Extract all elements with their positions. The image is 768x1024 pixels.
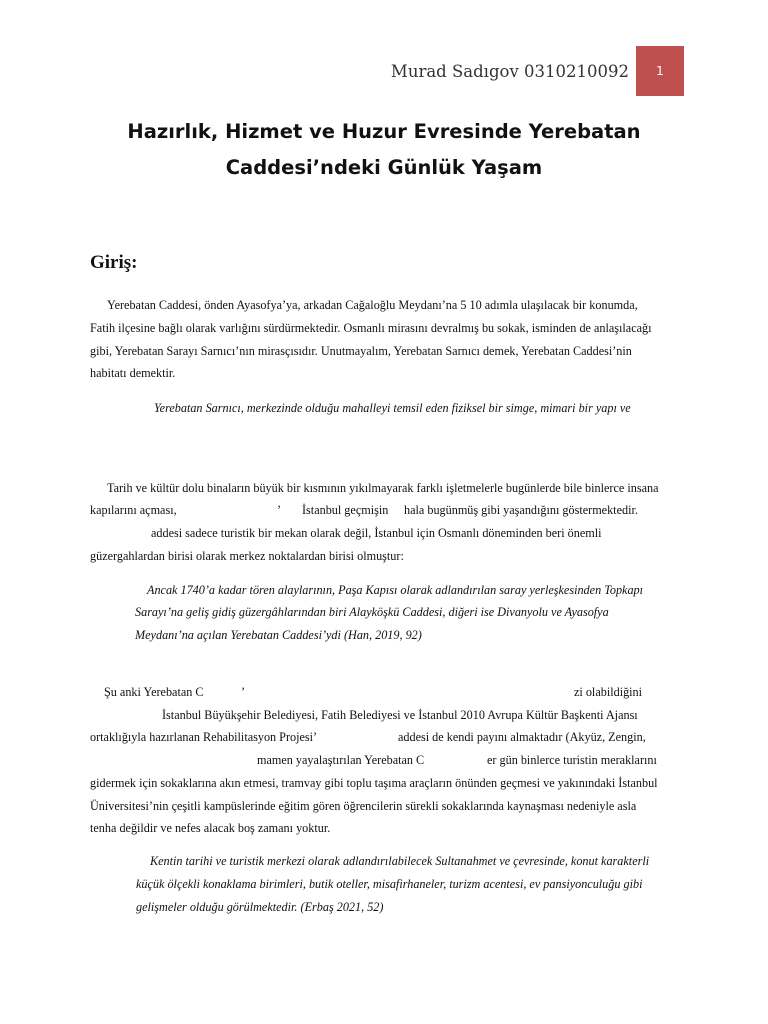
title-line-1: Hazırlık, Hizmet ve Huzur Evresinde Yerebatan — [127, 120, 641, 143]
quote-line: Kentin tarihi ve turistik merkezi olarak adlandırılabilecek Sultanahmet ve çevresinde, konut karakterli — [150, 854, 650, 868]
line-segment: kapılarını açması, — [90, 503, 177, 517]
line-segment: er gün binlerce turistin meraklarını — [487, 753, 657, 767]
quote-line: Meydanı’na açılan Yerebatan Caddesi’ydi (Han, 2019, 92) — [135, 628, 422, 642]
line-segment: hala bugünmüş gibi yaşandığını göstermektedir. — [404, 503, 638, 517]
quote-line: gelişmeler olduğu görülmektedir. (Erbaş 2021, 52) — [136, 900, 384, 914]
quote-line: Ancak 1740’a kadar tören alaylarının, Paşa Kapısı olarak adlandırılan saray yerleşkesinden Topkapı — [147, 583, 644, 597]
line-segment: İstanbul geçmişin — [302, 503, 389, 517]
quote-line: Sarayı’na geliş gidiş güzergâhlarından biri Alayköşkü Caddesi, diğeri ise Divanyolu ve Ayasofya — [135, 605, 609, 619]
paragraph-line: addesi sadece turistik bir mekan olarak değil, İstanbul için Osmanlı döneminden beri önemli — [151, 526, 602, 540]
line-segment: ortaklığıyla hazırlanan Rehabilitasyon Projesi’ — [90, 730, 318, 744]
line-segment: addesi de kendi payını almaktadır (Akyüz, Zengin, — [398, 730, 646, 744]
paragraph-line: Fatih ilçesine bağlı olarak varlığını sürdürmektedir. Osmanlı mirasını devralmış bu sokak, isminden de anlaşılacağı — [90, 321, 652, 335]
line-segment: zi olabildiğini — [574, 685, 643, 699]
page-number-badge: 1 — [636, 46, 684, 96]
line-segment: ’ — [277, 503, 282, 517]
line-segment: Şu anki Yerebatan C — [104, 685, 204, 699]
line-segment: ’ — [241, 685, 246, 699]
section-heading: Giriş: — [90, 252, 138, 273]
paragraph-line: Tarih ve kültür dolu binaların büyük bir kısmının yıkılmayarak farklı işletmelerle bugünlerde bile binlerce insana — [107, 481, 659, 495]
paragraph-line: Üniversitesi’nin çeşitli kampüslerinde eğitim gören öğrencilerin sürekli sokaklarında kaynaşması nedeniyle asla — [90, 799, 637, 813]
paragraph-line: güzergahlardan birisi olarak merkez noktalardan birisi olmuştur: — [90, 549, 404, 563]
paragraph-line: gibi, Yerebatan Sarayı Sarnıcı’nın mirasçısıdır. Unutmayalım, Yerebatan Sarnıcı demek, Yerebatan Caddesi’nin — [90, 344, 632, 358]
paragraph-line: habitatı demektir. — [90, 366, 176, 380]
quote-line: küçük ölçekli konaklama birimleri, butik oteller, misafirhaneler, turizm acentesi, ev pansiyonculuğu gibi — [136, 877, 643, 891]
author-line: Murad Sadıgov 0310210092 — [390, 62, 629, 81]
document-title — [80, 114, 688, 186]
paragraph-line — [90, 503, 680, 519]
paragraph-line: İstanbul Büyükşehir Belediyesi, Fatih Belediyesi ve İstanbul 2010 Avrupa Kültür Başkenti Ajansı — [162, 708, 638, 722]
paragraph-line — [104, 685, 680, 701]
line-segment: mamen yayalaştırılan Yerebatan C — [257, 753, 425, 767]
paragraph-line: Yerebatan Caddesi, önden Ayasofya’ya, arkadan Cağaloğlu Meydanı’na 5 10 adımla ulaşılacak bir konumda, — [107, 298, 638, 312]
paragraph-line — [257, 753, 680, 769]
page-header — [0, 46, 768, 96]
paragraph-line: gidermek için sokaklarına akın etmesi, tramvay gibi toplu taşıma araçların önünden geçmesi ve yakınındaki İstanbul — [90, 776, 658, 790]
title-line-2: Caddesi’ndeki Günlük Yaşam — [225, 156, 543, 179]
paragraph-line: tenha değildir ve nefes alacak boş zamanı yoktur. — [90, 821, 331, 835]
quote-line: Yerebatan Sarnıcı, merkezinde olduğu mahalleyi temsil eden fiziksel bir simge, mimari bir yapı ve — [154, 401, 631, 415]
paragraph-line — [90, 730, 680, 746]
